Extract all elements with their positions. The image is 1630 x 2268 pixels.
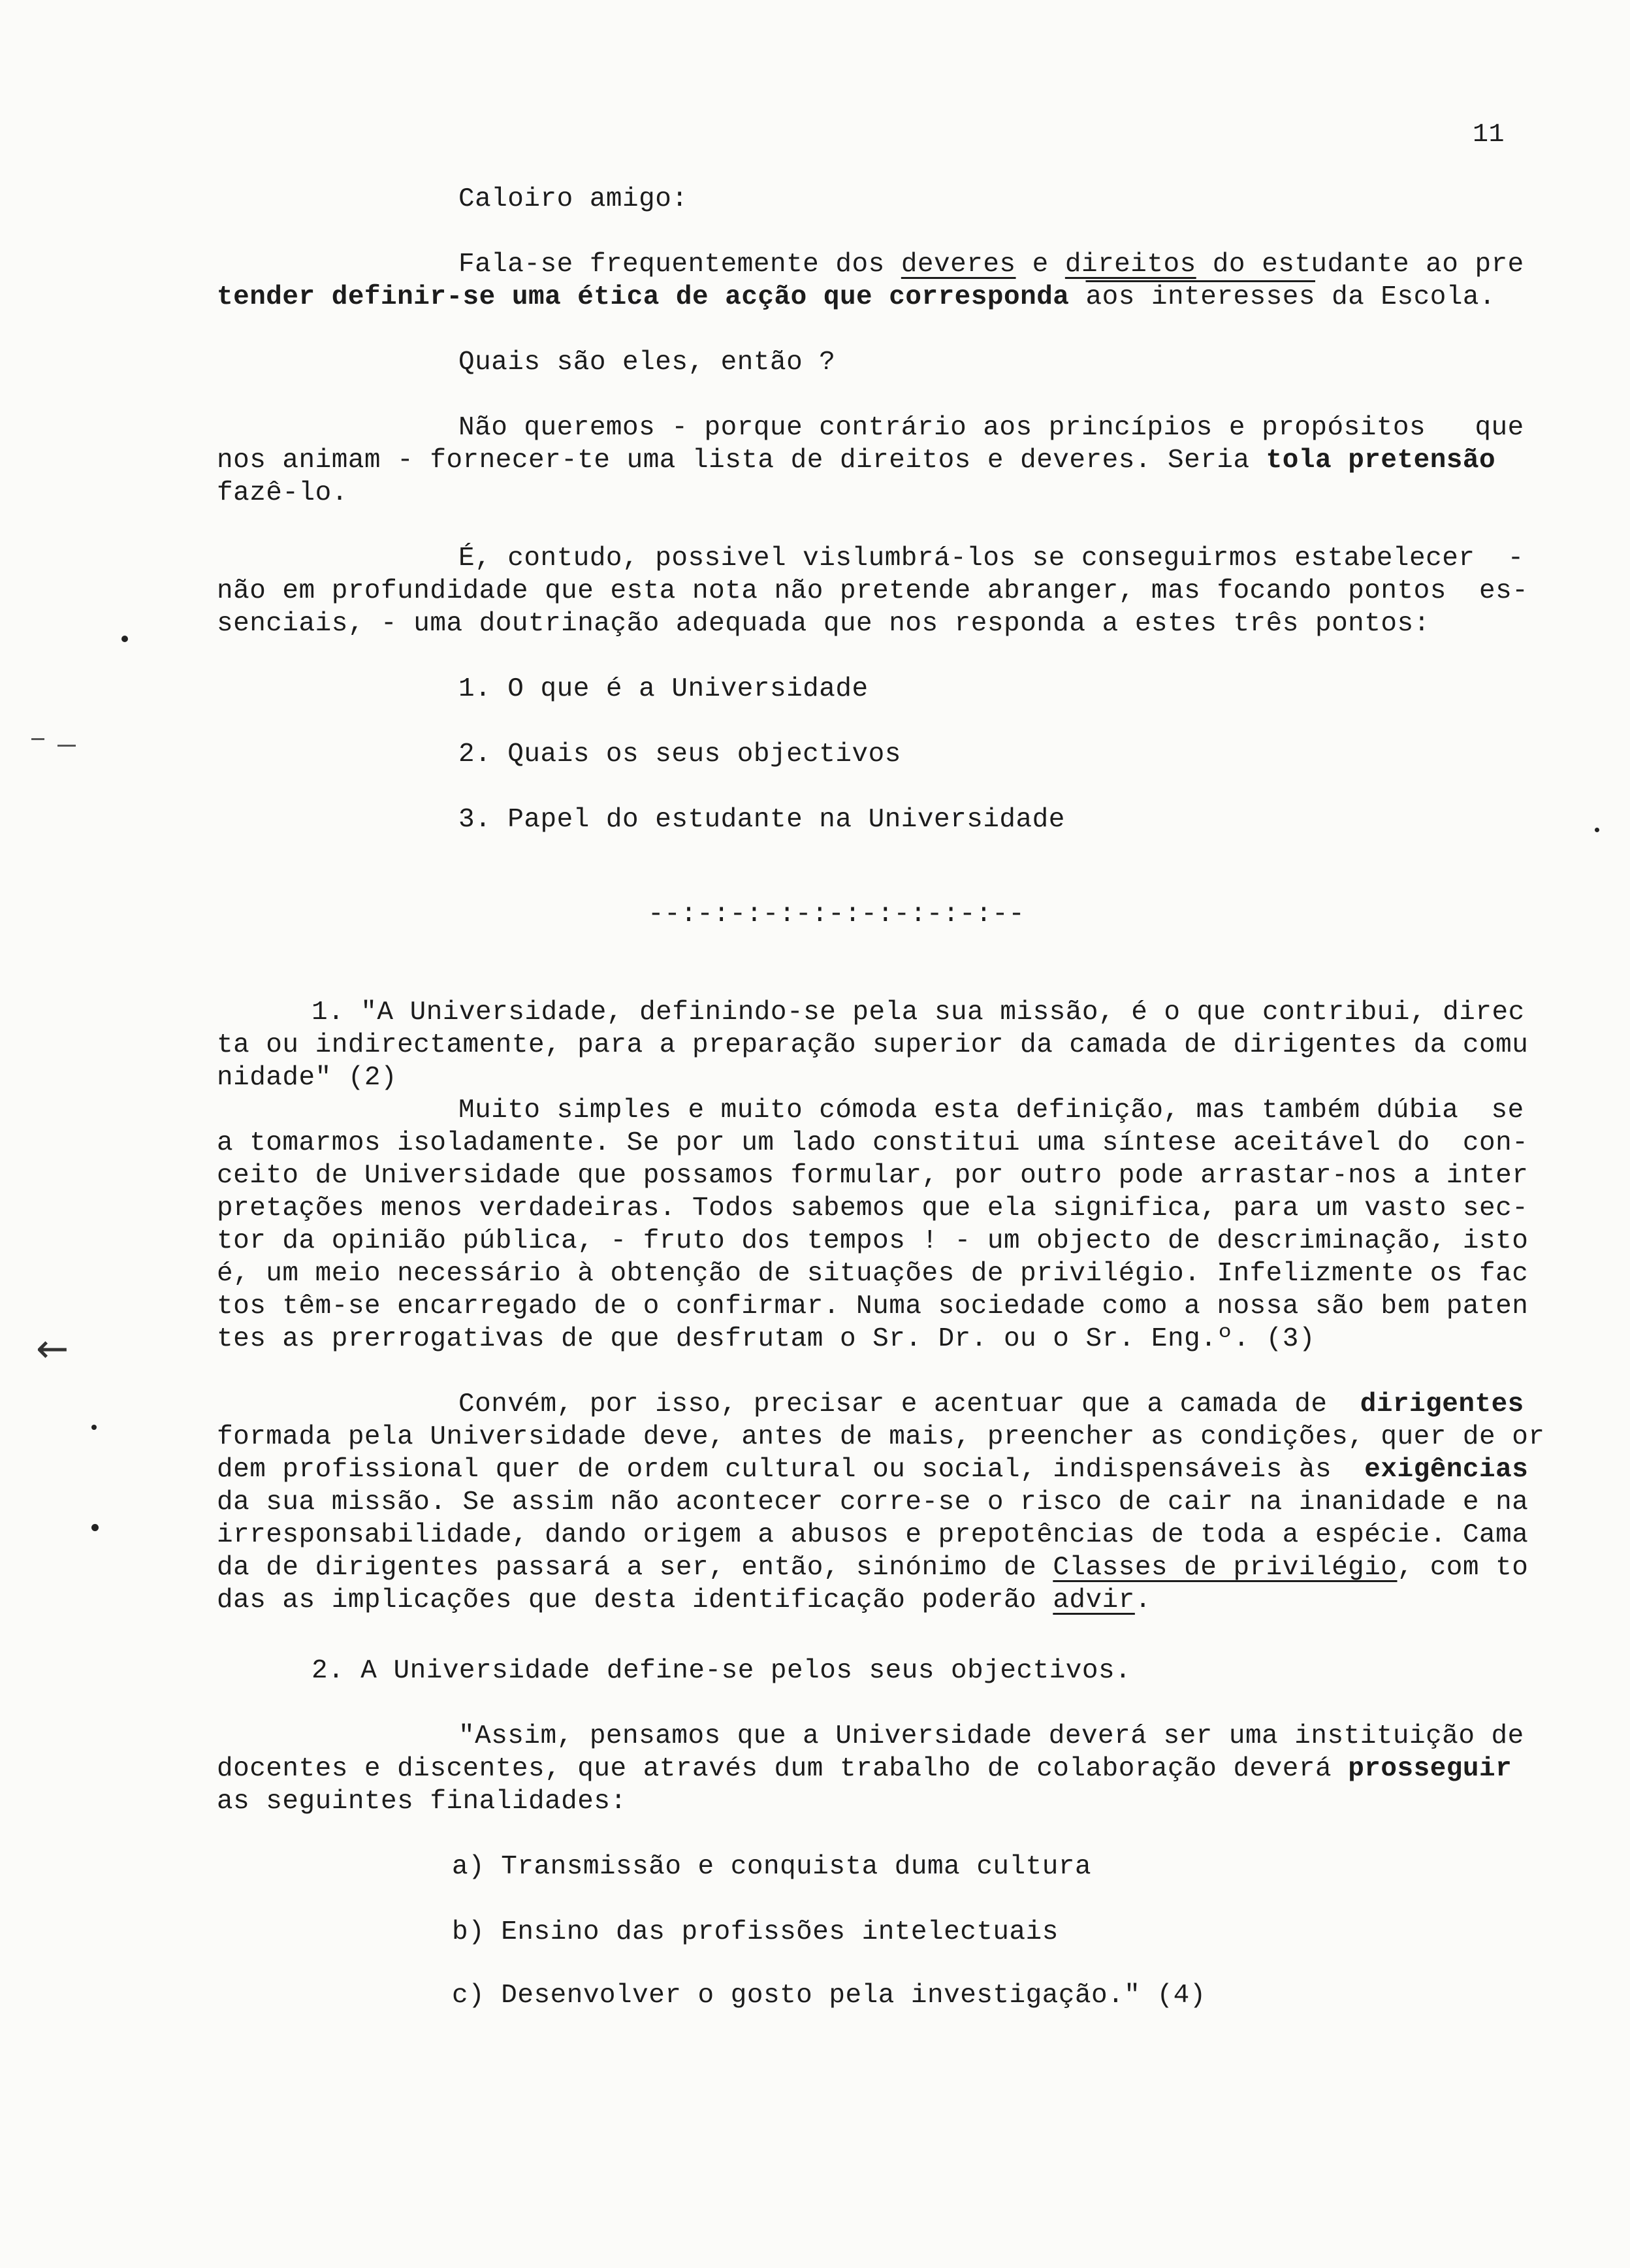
- paragraph-4-line-3: senciais, - uma doutrinação adequada que nos responda a estes três pontos:: [217, 609, 1430, 639]
- section-1-line-6: ceito de Universidade que possamos formular, por outro pode arrastar-nos a inter: [217, 1161, 1529, 1191]
- paragraph-1-line-2: [217, 281, 1495, 314]
- section-separator: --:-:-:-:-:-:-:-:-:-:--: [648, 899, 1025, 930]
- margin-dot: [91, 1524, 99, 1531]
- bold-pretensao: pretensão: [1348, 446, 1496, 476]
- section-1-line-5: a tomarmos isoladamente. Se por um lado constitui uma síntese aceitável do con-: [217, 1128, 1529, 1158]
- underlined-advir: advir: [1053, 1585, 1135, 1615]
- margin-dot: [91, 1425, 97, 1430]
- section-1-line-11: tes as prerrogativas de que desfrutam o Sr. Dr. ou o Sr. Eng.º. (3): [217, 1324, 1315, 1354]
- text-run: das as implicações que desta identificação poderão: [217, 1585, 1053, 1615]
- section-2-line-1: [458, 1388, 1524, 1421]
- underlined-classes-de-privilegio: Classes de privilégio: [1053, 1553, 1398, 1583]
- section-1-line-4: Muito simples e muito cómoda esta definição, mas também dúbia se: [458, 1095, 1524, 1126]
- paragraph-4-line-2: não em profundidade que esta nota não pretende abranger, mas focando pontos es-: [217, 576, 1529, 606]
- bold-prosseguir: prosseguir: [1348, 1754, 1512, 1784]
- page-number: 11: [1473, 120, 1505, 150]
- text-run: [1332, 446, 1348, 476]
- text-run: Fala-se frequentemente dos: [458, 250, 901, 280]
- paragraph-3-line-1: Não queremos - porque contrário aos princípios e propósitos que: [458, 413, 1524, 443]
- section-2-line-3: [217, 1453, 1528, 1486]
- text-run: e: [1015, 250, 1065, 280]
- paragraph-3-line-3: fazê-lo.: [217, 478, 348, 508]
- margin-dash: [31, 738, 44, 740]
- text-run: nos animam - fornecer-te uma lista de direitos e deveres. Seria: [217, 446, 1266, 476]
- section-1-line-1: 1. "A Universidade, definindo-se pela sua missão, é o que contribui, direc: [312, 997, 1525, 1028]
- section-1-line-8: tor da opinião pública, - fruto dos tempos ! - um objecto de descriminação, isto: [217, 1226, 1529, 1256]
- section-2-line-7: [217, 1584, 1151, 1617]
- list-item: a) Transmissão e conquista duma cultura: [452, 1852, 1092, 1882]
- salutation: Caloiro amigo:: [458, 184, 688, 214]
- text-run: .: [1134, 1585, 1151, 1615]
- paragraph-2: Quais são eles, então ?: [458, 348, 836, 378]
- margin-arrow-icon: ←: [36, 1326, 69, 1372]
- paragraph-4-line-1: É, contudo, possivel vislumbrá-los se conseguirmos estabelecer -: [458, 543, 1524, 574]
- section-2-line-6: [217, 1551, 1528, 1584]
- text-run: Convém, por isso, precisar e acentuar que a camada de: [458, 1389, 1360, 1419]
- list-item: c) Desenvolver o gosto pela investigação." (4): [452, 1981, 1206, 2011]
- bold-exigencias: exigências: [1364, 1455, 1529, 1485]
- text-run: aos interesses: [1085, 282, 1315, 312]
- section-1-line-10: tos têm-se encarregado de o confirmar. Numa sociedade como a nossa são bem paten: [217, 1291, 1529, 1321]
- list-item: b) Ensino das profissões intelectuais: [452, 1917, 1059, 1947]
- paragraph-3-line-2: [217, 444, 1495, 477]
- list-item: 3. Papel do estudante na Universidade: [458, 805, 1065, 835]
- section-2-line-5: irresponsabilidade, dando origem a abusos e prepotências de toda a espécie. Cama: [217, 1520, 1529, 1550]
- section-3-line-2: "Assim, pensamos que a Universidade deverá ser uma instituição de: [458, 1721, 1524, 1751]
- text-run: tender definir-se uma ética de acção que corresponda: [217, 282, 1086, 312]
- text-run: do estudante ao pre: [1196, 250, 1524, 280]
- text-run: docentes e discentes, que através dum trabalho de colaboração deverá: [217, 1754, 1349, 1784]
- margin-dot: [1595, 828, 1599, 832]
- paragraph-1-line-1: [458, 248, 1524, 281]
- list-item: 2. Quais os seus objectivos: [458, 739, 901, 770]
- section-1-line-3: nidade" (2): [217, 1063, 398, 1093]
- text-run: da Escola.: [1315, 282, 1496, 312]
- section-3-line-3: [217, 1753, 1512, 1785]
- section-1-line-7: pretações menos verdadeiras. Todos sabemos que ela significa, para um vasto sec-: [217, 1193, 1529, 1223]
- margin-dash: [57, 745, 76, 747]
- section-2-line-4: da sua missão. Se assim não acontecer corre-se o risco de cair na inanidade e na: [217, 1487, 1529, 1517]
- text-run: , com to: [1397, 1553, 1529, 1583]
- underlined-deveres: deveres: [901, 250, 1016, 280]
- bold-tola: tola: [1266, 446, 1332, 476]
- text-run: dem profissional quer de ordem cultural ou social, indispensáveis às: [217, 1455, 1365, 1485]
- bold-dirigentes: dirigentes: [1360, 1389, 1524, 1419]
- text-run: da de dirigentes passará a ser, então, sinónimo de: [217, 1553, 1053, 1583]
- section-3-heading: 2. A Universidade define-se pelos seus objectivos.: [312, 1656, 1132, 1686]
- section-3-line-4: as seguintes finalidades:: [217, 1787, 627, 1817]
- section-1-line-9: é, um meio necessário à obtenção de situações de privilégio. Infelizmente os fac: [217, 1259, 1529, 1289]
- section-2-line-2: formada pela Universidade deve, antes de mais, preencher as condições, quer de or: [217, 1422, 1545, 1452]
- margin-dot: [121, 636, 128, 642]
- list-item: 1. O que é a Universidade: [458, 674, 869, 704]
- section-1-line-2: ta ou indirectamente, para a preparação superior da camada de dirigentes da comu: [217, 1030, 1529, 1060]
- underlined-direitos: direitos: [1064, 250, 1196, 280]
